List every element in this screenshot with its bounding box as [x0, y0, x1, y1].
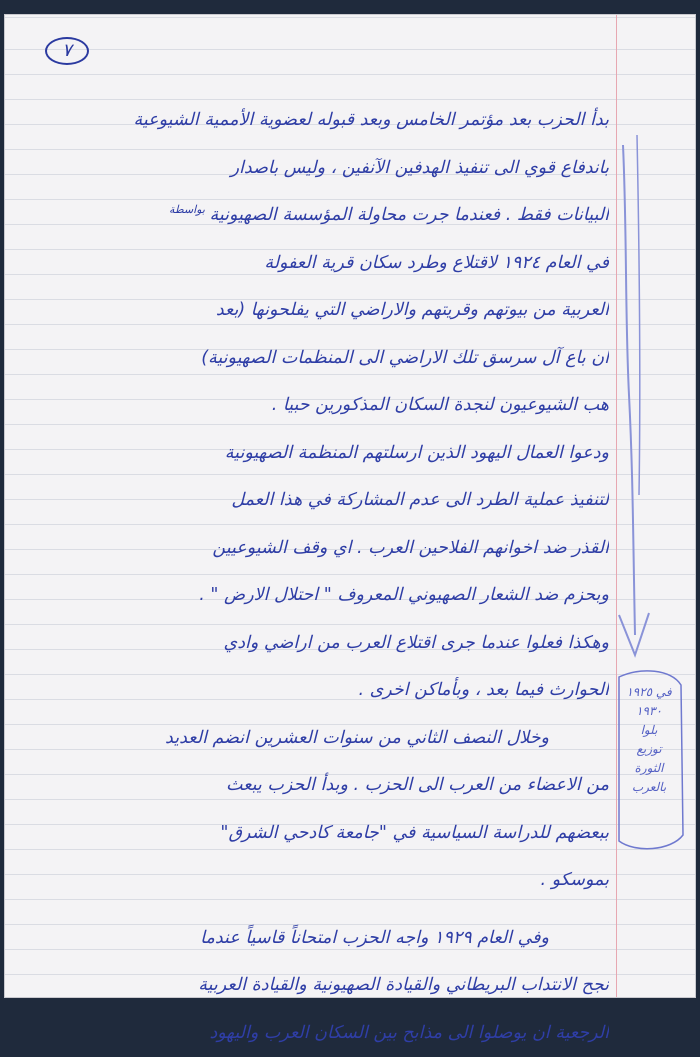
text-line: البيانات فقط . فعندما جرت محاولة المؤسسة الصهيونية — [37, 192, 609, 240]
margin-note-line: بالعرب — [611, 778, 687, 797]
margin-arrow — [605, 115, 665, 675]
text-line: في العام ١٩٢٤ لاقتلاع وطرد سكان قرية العفولة — [37, 240, 609, 288]
text-line: من الاعضاء من العرب الى الحزب . وبدأ الحزب يبعث — [37, 762, 609, 810]
text-line: وفي العام ١٩٢٩ واجه الحزب امتحاناً قاسياً عندما — [37, 915, 609, 963]
text-line: وخلال النصف الثاني من سنوات العشرين انضم العديد — [37, 715, 609, 763]
text-line: ان باع آل سرسق تلك الاراضي الى المنظمات الصهيونية) — [37, 335, 609, 383]
interlinear-insertion: بواسطة — [169, 203, 205, 216]
text-line: ودعوا العمال اليهود الذين ارسلتهم المنظمة الصهيونية — [37, 430, 609, 478]
text-line: بدأ الحزب بعد مؤتمر الخامس وبعد قبوله لعضوية الأممية الشيوعية — [37, 97, 609, 145]
text-line: هب الشيوعيون لنجدة السكان المذكورين حبيا . — [37, 382, 609, 430]
text-line: بموسكو . — [37, 857, 609, 905]
text-line: وبحزم ضد الشعار الصهيوني المعروف " احتلال الارض " . — [37, 572, 609, 620]
handwritten-text — [37, 97, 609, 1057]
text-line: الرجعية ان يوصلوا الى مذابح بين السكان العرب واليهود — [37, 1010, 609, 1057]
text-line: الحوارث فيما بعد ، وبأماكن اخرى . — [37, 667, 609, 715]
page-number: ٧ — [45, 37, 89, 65]
text-line: باندفاع قوي الى تنفيذ الهدفين الآنفين ، وليس باصدار — [37, 145, 609, 193]
margin-note-line: الثورة — [611, 759, 687, 778]
notebook-page — [5, 15, 695, 997]
text-line: لتنفيذ عملية الطرد الى عدم المشاركة في هذا العمل — [37, 477, 609, 525]
text-line: العربية من بيوتهم وقريتهم والاراضي التي يفلحونها (بعد — [37, 287, 609, 335]
margin-note-line: ١٩٣٠ — [611, 702, 687, 721]
text-line: القذر ضد اخوانهم الفلاحين العرب . اي وقف الشيوعيين — [37, 525, 609, 573]
text-line: نجح الانتداب البريطاني والقيادة الصهيونية والقيادة العربية — [37, 962, 609, 1010]
margin-note-line: بلوا — [611, 721, 687, 740]
margin-note-line: في ١٩٢٥ — [611, 683, 687, 702]
margin-note — [611, 665, 687, 855]
margin-note-line: توزيع — [611, 740, 687, 759]
text-line: ببعضهم للدراسة السياسية في "جامعة كادحي الشرق" — [37, 810, 609, 858]
text-line: وهكذا فعلوا عندما جرى اقتلاع العرب من اراضي وادي — [37, 620, 609, 668]
